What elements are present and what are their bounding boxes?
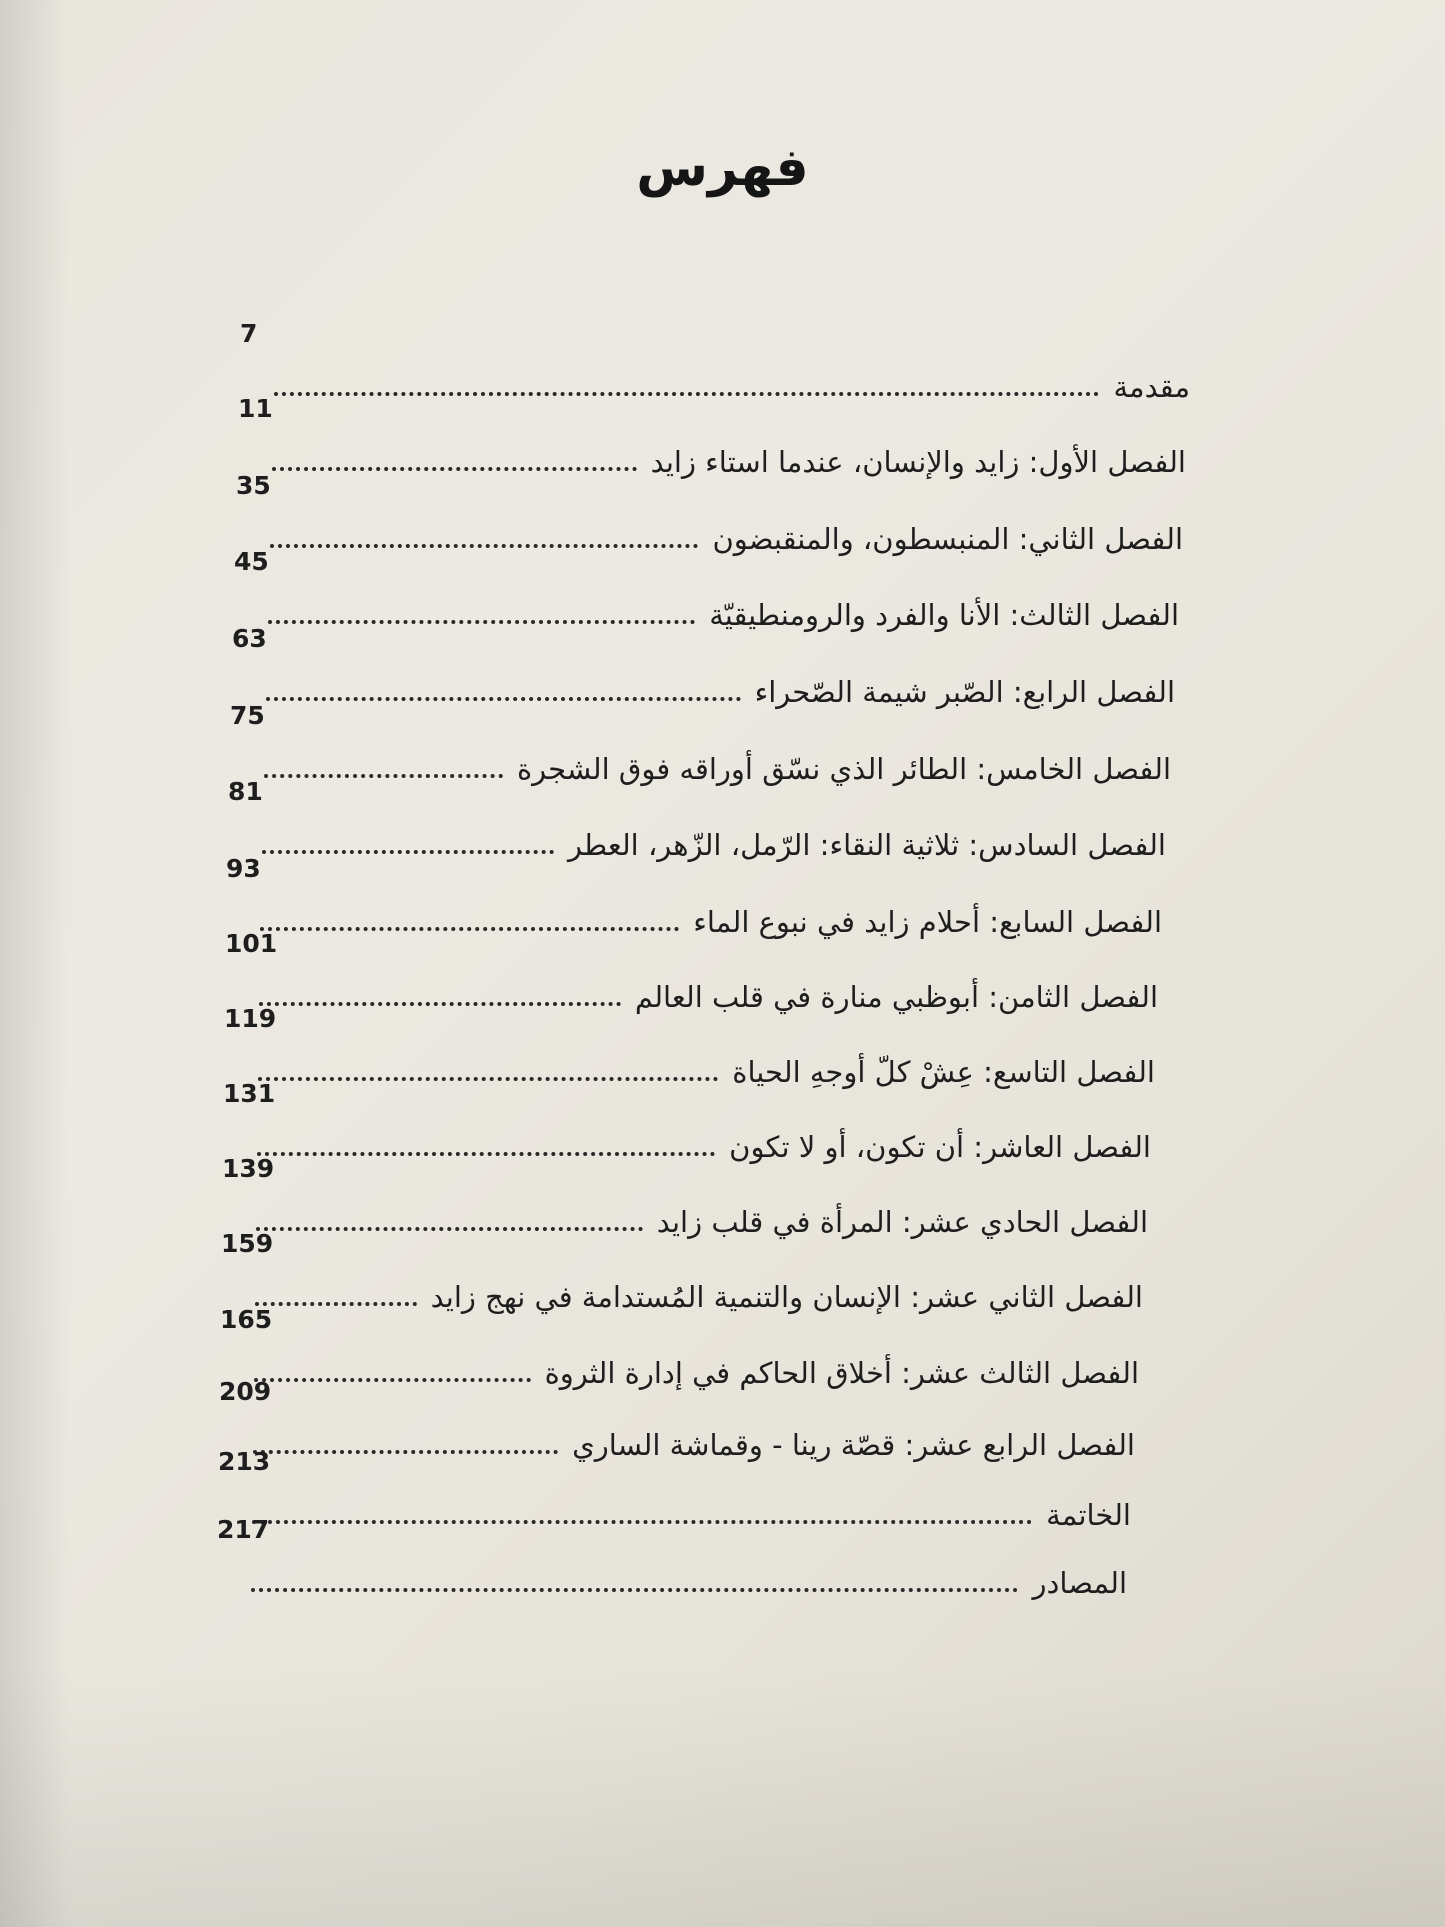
toc-entry	[236, 471, 1183, 557]
toc-entry-page: 213	[218, 1447, 271, 1476]
toc-entry-page: 131	[223, 1079, 276, 1108]
toc-entry-page: 159	[221, 1229, 274, 1258]
toc-leader-dots	[257, 1152, 715, 1156]
toc-entry	[224, 1004, 1155, 1090]
toc-entry-label: الفصل الرابع عشر: قصّة رينا - وقماشة الساري	[572, 1428, 1135, 1462]
toc-leader-dots	[253, 1450, 558, 1454]
toc-entry-page: 101	[225, 929, 278, 958]
toc-entry	[228, 777, 1166, 863]
toc-entry	[223, 1079, 1151, 1165]
toc-entry-label: الفصل الثامن: أبوظبي منارة في قلب العالم	[634, 980, 1158, 1014]
toc-leader-dots	[266, 697, 741, 701]
toc-entry-page: 75	[230, 701, 265, 730]
toc-entry-label: الفصل التاسع: عِشْ كلّ أوجهِ الحياة	[732, 1055, 1155, 1089]
toc-entry-label: الفصل الثالث عشر: أخلاق الحاكم في إدارة الثروة	[544, 1356, 1139, 1390]
toc-entry	[217, 1515, 1127, 1601]
toc-entry-page: 217	[217, 1515, 270, 1544]
toc-leader-dots	[252, 1520, 1032, 1524]
toc-entry-label: الفصل الأول: زايد والإنسان، عندما استاء زايد	[650, 445, 1186, 479]
toc-entry	[240, 319, 1190, 405]
toc-leader-dots	[274, 392, 1099, 396]
toc-entry-label: الفصل السادس: ثلاثية النقاء: الرّمل، الزّهر، العطر	[568, 828, 1166, 862]
toc-entry	[234, 547, 1179, 633]
toc-entry-page: 7	[240, 319, 258, 348]
toc-entry-label: الفصل السابع: أحلام زايد في نبوع الماء	[693, 905, 1162, 939]
toc-entry	[232, 624, 1175, 710]
toc-entry	[222, 1154, 1148, 1240]
toc-entry	[226, 854, 1162, 940]
toc-entry-label: الخاتمة	[1046, 1498, 1131, 1532]
toc-leader-dots	[258, 1077, 718, 1081]
toc-entry-page: 63	[232, 624, 267, 653]
toc-entry	[225, 929, 1158, 1015]
toc-entry-page: 45	[234, 547, 269, 576]
toc-leader-dots	[264, 774, 503, 778]
toc-entry-label: الفصل الرابع: الصّبر شيمة الصّحراء	[754, 675, 1175, 709]
toc-leader-dots	[268, 620, 695, 624]
toc-entry-page: 35	[236, 471, 271, 500]
toc-entry-page: 11	[238, 394, 273, 423]
toc-entry-page: 139	[222, 1154, 275, 1183]
toc-entry	[220, 1305, 1139, 1391]
toc-entry-page: 209	[219, 1377, 272, 1406]
toc-entry-page: 93	[226, 854, 261, 883]
toc-entry-page: 165	[220, 1305, 273, 1334]
toc-leader-dots	[260, 927, 679, 931]
toc-leader-dots	[270, 544, 698, 548]
toc-entry-label: الفصل العاشر: أن تكون، أو لا تكون	[729, 1130, 1151, 1164]
toc-entry-label: الفصل الخامس: الطائر الذي نسّق أوراقه فوق الشجرة	[516, 752, 1171, 786]
toc-entry-label: المصادر	[1032, 1566, 1127, 1600]
toc-leader-dots	[251, 1588, 1018, 1592]
toc-entry-label: مقدمة	[1113, 370, 1190, 404]
toc-leader-dots	[272, 467, 637, 471]
toc-entry-page: 119	[224, 1004, 277, 1033]
toc-leader-dots	[262, 850, 554, 854]
toc-entry-page: 81	[228, 777, 263, 806]
toc-entry-label: الفصل الثاني: المنبسطون، والمنقبضون	[712, 522, 1183, 556]
toc-leader-dots	[259, 1002, 621, 1006]
toc-entry-label: الفصل الثاني عشر: الإنسان والتنمية المُستدامة في نهج زايد	[430, 1280, 1143, 1314]
toc-entry	[230, 701, 1171, 787]
toc-leader-dots	[256, 1227, 643, 1231]
toc-entry	[221, 1229, 1143, 1315]
toc-entry	[218, 1447, 1131, 1533]
toc-entry-label: الفصل الثالث: الأنا والفرد والرومنطيقيّة	[709, 598, 1179, 632]
page-title: فهرس	[636, 138, 809, 198]
toc-entry-label: الفصل الحادي عشر: المرأة في قلب زايد	[656, 1205, 1148, 1239]
toc-leader-dots	[254, 1378, 531, 1382]
toc-entry	[238, 394, 1186, 480]
toc-entry	[219, 1377, 1135, 1463]
